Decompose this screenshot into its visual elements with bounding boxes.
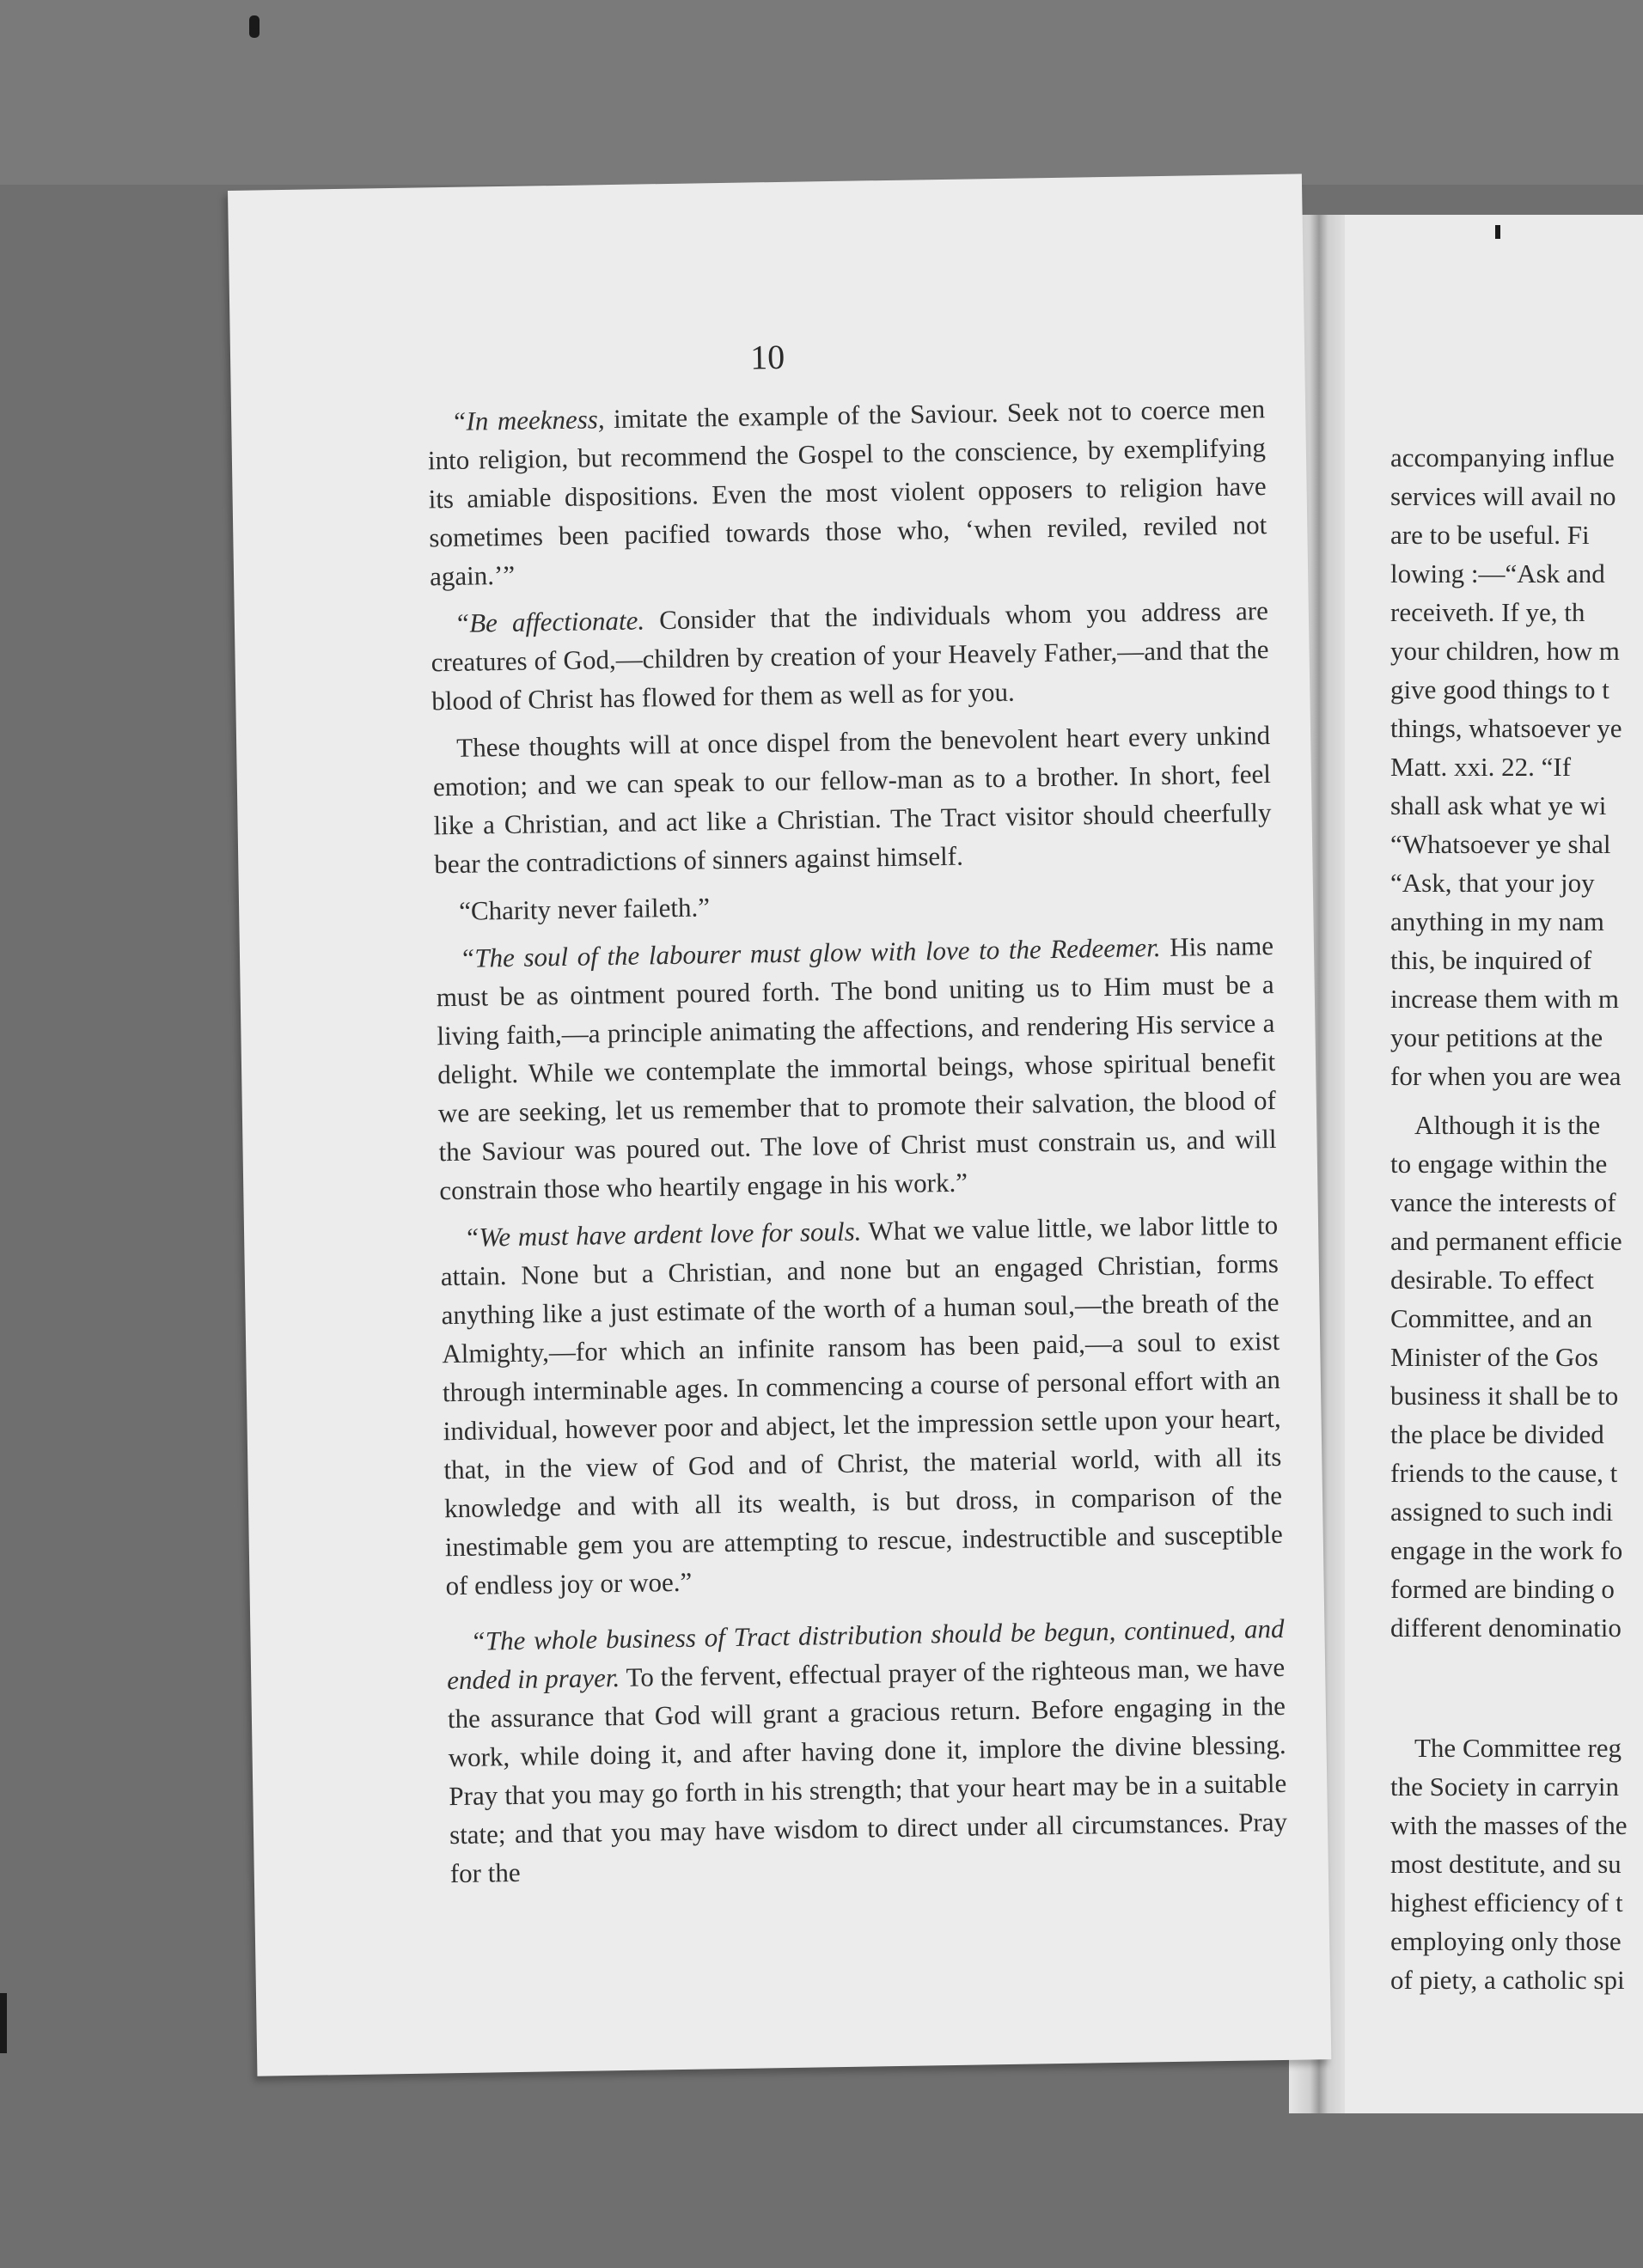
text-line: accompanying influe [1390, 442, 1615, 472]
paragraph-text: His name must be as ointment poured forth. The bond uniting us to Him must be a living faith,—a principle animating the affections, and rendering His service a delight. While we contemplate the immortal beings, whose spiritual benefit we are seeking, let us remember that to promote their salvation, the blood of the Saviour was poured out. The love of Christ must constrain us, and will constrain those who heartily engage in his work.” [436, 930, 1277, 1206]
text-line: give good things to t [1390, 674, 1609, 704]
text-line: your children, how m [1390, 636, 1620, 666]
paragraph-text: Consider that the individuals whom you address are creatures of God,—children by creation of your Heavely Father,—and that the blood of Christ has flowed for them as well as for you. [431, 595, 1269, 716]
text-line: anything in my nam [1390, 906, 1604, 936]
text-line: Committee, and an [1390, 1303, 1593, 1333]
text-line: Minister of the Gos [1390, 1342, 1598, 1372]
text-line: desirable. To effect [1390, 1265, 1594, 1295]
left-page [228, 174, 1331, 2076]
italic-lead: “In meekness, [450, 404, 605, 436]
text-line: receiveth. If ye, th [1390, 597, 1585, 627]
text-line: assigned to such indi [1390, 1497, 1614, 1527]
paragraph-text: What we value little, we labor little to attain. None but a Christian, and none but an engaged Christian, forms anything like a just estimate of the worth of a human soul,—the breath of the Almighty,—for which an infinite ransom has been paid,—a soul to exist through interminable ages. In commencing a course of personal effort with an individual, however poor and abject, let the impression settle upon your heart, that, in the view of God and of Christ, the material world, with all its knowledge and with all its wealth, is but dross, in comparison of the inestimable gem you are attempting to rescue, indestructible and susceptible of endless joy or woe.” [440, 1209, 1283, 1601]
italic-lead: “The soul of the labourer must glow with love to the Redeemer. [459, 932, 1161, 973]
text-line: are to be useful. Fi [1390, 520, 1590, 550]
text-line: most destitute, and su [1390, 1849, 1622, 1879]
text-line: increase them with m [1390, 984, 1619, 1014]
italic-lead: “Be affectionate. [454, 605, 645, 638]
text-line: formed are binding o [1390, 1574, 1615, 1604]
text-line: the Society in carryin [1390, 1771, 1619, 1802]
text-line: of piety, a catholic spi [1390, 1965, 1625, 1995]
text-line: to engage within the [1390, 1149, 1608, 1179]
text-line: different denominatio [1390, 1613, 1622, 1643]
text-line: The Committee reg [1414, 1733, 1622, 1763]
text-line: your petitions at the [1390, 1022, 1603, 1052]
text-line: friends to the cause, t [1390, 1458, 1618, 1488]
dust-speck [0, 1993, 7, 2053]
paragraph-text: imitate the example of the Saviour. Seek not to coerce men into religion, but recommend the Gospel to the conscience, by exemplifying its amiable dispositions. Even the most violent opposers to religion have sometimes been pacified towards those who, ‘when reviled, reviled not again.’” [427, 393, 1267, 592]
italic-lead: “The whole business of Tract distribution should be begun, continued, and ended in prayer. [446, 1613, 1285, 1696]
text-line: “Ask, that your joy [1390, 868, 1595, 898]
paragraph-text: “Charity never faileth.” [458, 892, 711, 926]
ink-mark [1495, 225, 1500, 239]
text-line: and permanent efficie [1390, 1226, 1622, 1256]
page-body-text [427, 389, 1288, 1901]
paragraph [431, 591, 1270, 720]
paragraph [440, 1205, 1284, 1605]
right-page-text [1390, 438, 1643, 1999]
scanner-background-top [0, 0, 1643, 185]
text-line: services will avail no [1390, 481, 1616, 511]
text-line: for when you are wea [1390, 1061, 1622, 1091]
page-number: 10 [749, 337, 785, 377]
text-line: highest efficiency of t [1390, 1887, 1623, 1917]
text-line: the place be divided [1390, 1419, 1604, 1449]
dust-speck [249, 15, 260, 38]
text-line: lowing :—“Ask and [1390, 558, 1605, 588]
paragraph-text: To the fervent, effectual prayer of the righteous man, we have the assurance that God will grant a gracious return. Before engaging in the work, while doing it, and after having done it, implore the divine blessing. Pray that you may go forth in his strength; that your heart may be in a suitable state; and that you may have wisdom to direct under all circumstances. Pray for the [447, 1651, 1288, 1889]
text-line: this, be inquired of [1390, 945, 1592, 975]
paragraph [427, 389, 1267, 595]
text-line: vance the interests of [1390, 1187, 1616, 1217]
paragraph [435, 879, 1273, 930]
italic-lead: “We must have ardent love for souls. [463, 1216, 862, 1253]
text-line: things, whatsoever ye [1390, 713, 1622, 743]
section-gap [1390, 1647, 1643, 1728]
text-line: business it shall be to [1390, 1381, 1619, 1411]
text-line: Matt. xxi. 22. “If [1390, 752, 1572, 782]
paragraph [436, 926, 1278, 1210]
paragraph-text: These thoughts will at once dispel from the benevolent heart every unkind emotion; and we can speak to our fellow-man as to a brother. In short, feel like a Christian, and act like a Christian. The Tract visitor should cheerfully bear the contradictions of sinners against himself. [432, 720, 1272, 880]
text-line: engage in the work fo [1390, 1535, 1623, 1565]
text-line: employing only those [1390, 1926, 1622, 1956]
text-line: “Whatsoever ye shal [1390, 829, 1611, 859]
text-line: with the masses of the [1390, 1810, 1628, 1840]
text-line: Although it is the [1414, 1110, 1601, 1140]
paragraph [446, 1609, 1288, 1893]
text-line: shall ask what ye wi [1390, 790, 1607, 820]
paragraph [432, 716, 1273, 883]
